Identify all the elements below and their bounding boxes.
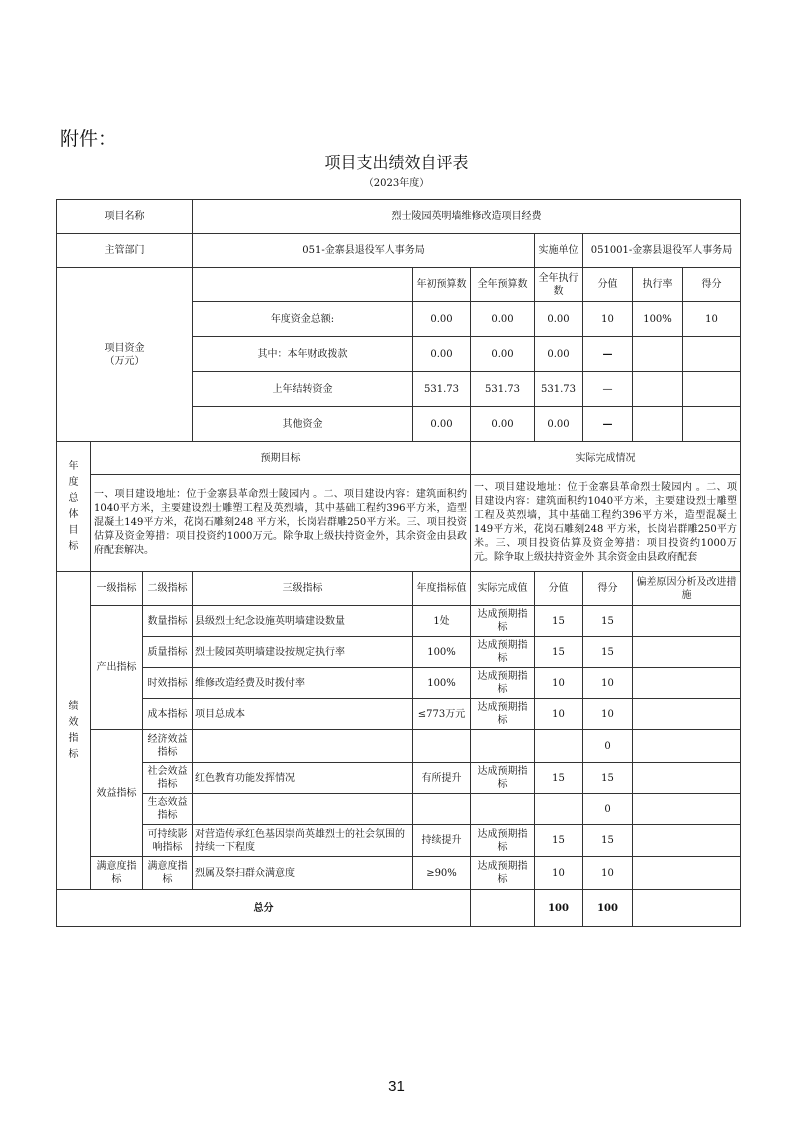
score: 0 <box>583 794 633 825</box>
funds-rate <box>633 407 683 441</box>
indicator-row <box>57 637 741 668</box>
indicator-row <box>57 606 741 637</box>
indicators-header: 三级指标 <box>193 572 413 606</box>
funds-score <box>683 337 740 371</box>
score-value: 15 <box>535 763 583 794</box>
funds-executed: 0.00 <box>535 407 583 442</box>
project-name-row <box>57 200 741 234</box>
funds-executed: 0.00 <box>535 302 583 337</box>
funds-rate-score <box>633 372 741 407</box>
level3-label: 项目总成本 <box>193 699 413 730</box>
score-value: 15 <box>535 825 583 857</box>
level1-label: 产出指标 <box>91 606 143 730</box>
deviation-note <box>633 763 741 794</box>
indicators-header: 二级指标 <box>143 572 193 606</box>
funds-header: 年初预算数 <box>413 268 471 302</box>
funds-header-row <box>57 268 741 302</box>
funds-annual: 0.00 <box>471 407 535 442</box>
funds-score-value: 10 <box>583 302 633 337</box>
funds-score-value: — <box>583 337 633 372</box>
deviation-note <box>633 794 741 825</box>
actual-value: 达成预期指标 <box>471 637 535 668</box>
actual-value: 达成预期指标 <box>471 825 535 857</box>
department-row <box>57 234 741 268</box>
funds-header <box>633 268 741 302</box>
score: 10 <box>583 857 633 890</box>
indicators-header: 得分 <box>583 572 633 606</box>
score: 15 <box>583 825 633 857</box>
level3-label <box>193 794 413 825</box>
deviation-note <box>633 730 741 763</box>
goals-section-label: 年 度 总 体 目 标 <box>57 442 91 572</box>
funds-rate-score <box>633 407 741 442</box>
funds-header: 分值 <box>583 268 633 302</box>
actual-value <box>471 794 535 825</box>
level3-label: 烈士陵园英明墙建设按规定执行率 <box>193 637 413 668</box>
indicators-section-label: 绩 效 指 标 <box>57 572 91 890</box>
funds-annual: 531.73 <box>471 372 535 407</box>
goals-header-row <box>57 442 741 475</box>
funds-initial: 0.00 <box>413 302 471 337</box>
target-value: 持续提升 <box>413 825 471 857</box>
level2-label: 生态效益指标 <box>143 794 193 825</box>
funds-header: 得分 <box>701 279 722 290</box>
unit-value: 051001-金寨县退役军人事务局 <box>583 234 741 268</box>
funds-initial: 531.73 <box>413 372 471 407</box>
level3-label <box>193 730 413 763</box>
deviation-note <box>633 825 741 857</box>
funds-executed: 531.73 <box>535 372 583 407</box>
score: 10 <box>583 668 633 699</box>
total-score-value: 100 <box>535 890 583 927</box>
actual-value: 达成预期指标 <box>471 606 535 637</box>
score-value: 15 <box>535 637 583 668</box>
funds-row-label: 其他资金 <box>193 407 413 442</box>
attachment-label: 附件： <box>60 128 118 150</box>
goals-actual-text: 一、项目建设地址：位于金寨县革命烈士陵园内 。二、项目建设内容：建筑面积约1040平方米，主要建设烈士雕塑工程及英烈墙，其中基础工程约396平方米，造型混凝土149平方米，花岗石雕刻248 平方米，长岗岩群雕250平方米。三、项目投资估算及资金筹措：项目投资约1000万元。除争取上级扶持资金外 其余资金由县政府配套 <box>471 475 741 572</box>
total-row <box>57 890 741 927</box>
score: 10 <box>583 699 633 730</box>
indicators-header: 实际完成值 <box>471 572 535 606</box>
funds-header: 全年预算数 <box>471 268 535 302</box>
deviation-note <box>633 637 741 668</box>
indicator-row <box>57 794 741 825</box>
deviation-note <box>633 699 741 730</box>
funds-initial: 0.00 <box>413 337 471 372</box>
page-number: 31 <box>388 1078 405 1095</box>
target-value: 100% <box>413 637 471 668</box>
funds-header: 全年执行数 <box>535 268 583 302</box>
funds-header-blank <box>193 268 413 302</box>
funds-section-label: 项目资金 （万元） <box>57 268 193 442</box>
goals-content-row <box>57 475 741 572</box>
indicator-row <box>57 763 741 794</box>
level3-label: 烈属及祭扫群众满意度 <box>193 857 413 890</box>
indicator-row <box>57 668 741 699</box>
target-value: 100% <box>413 668 471 699</box>
page-title: 项目支出绩效自评表 <box>324 153 469 172</box>
score: 0 <box>583 730 633 763</box>
funds-row-label: 其中：本年财政拨款 <box>193 337 413 372</box>
funds-initial: 0.00 <box>413 407 471 442</box>
indicator-row <box>57 825 741 857</box>
target-value: 有所提升 <box>413 763 471 794</box>
project-name-value: 烈士陵园英明墙维修改造项目经费 <box>193 200 741 234</box>
funds-rate <box>633 337 683 371</box>
target-value <box>413 730 471 763</box>
indicators-header: 年度指标值 <box>413 572 471 606</box>
level2-label: 社会效益指标 <box>143 763 193 794</box>
funds-header: 执行率 <box>633 268 683 301</box>
funds-executed: 0.00 <box>535 337 583 372</box>
goals-expected-text: 一、项目建设地址：位于金寨县革命烈士陵园内 。二、项目建设内容：建筑面积约1040平方米，主要建设烈士雕塑工程及英烈墙，其中基础工程约396平方米，造型混凝土149平方米，花岗石雕刻248 平方米，长岗岩群雕250平方米。三、项目投资估算及资金筹措：项目投资约1000万元。除争取上级扶持资金外，其余资金由县政府配套解决。 <box>91 475 471 572</box>
target-value <box>413 794 471 825</box>
indicators-header: 一级指标 <box>91 572 143 606</box>
funds-annual: 0.00 <box>471 337 535 372</box>
level2-label: 成本指标 <box>143 699 193 730</box>
goals-expected-label: 预期目标 <box>91 442 471 475</box>
score-value: 10 <box>535 699 583 730</box>
level3-label: 红色教育功能发挥情况 <box>193 763 413 794</box>
funds-rate <box>633 372 683 406</box>
funds-row-label: 年度资金总额: <box>193 302 413 337</box>
evaluation-table <box>56 199 741 927</box>
level2-label: 满意度指标 <box>143 857 193 890</box>
actual-value: 达成预期指标 <box>471 763 535 794</box>
funds-score-value: — <box>583 407 633 442</box>
indicators-header-row <box>57 572 741 606</box>
level2-label: 经济效益指标 <box>143 730 193 763</box>
actual-value: 达成预期指标 <box>471 857 535 890</box>
level3-label: 维修改造经费及时拨付率 <box>193 668 413 699</box>
actual-value: 达成预期指标 <box>471 668 535 699</box>
indicators-header: 偏差原因分析及改进措施 <box>633 572 741 606</box>
year-note: （2023年度） <box>363 178 430 189</box>
score-value <box>535 730 583 763</box>
actual-value: 达成预期指标 <box>471 699 535 730</box>
score: 15 <box>583 606 633 637</box>
actual-value <box>471 730 535 763</box>
level2-label: 质量指标 <box>143 637 193 668</box>
score: 15 <box>583 763 633 794</box>
score-value: 10 <box>535 668 583 699</box>
dept-label: 主管部门 <box>57 234 193 268</box>
funds-rate: 100% <box>633 302 683 336</box>
level1-label: 满意度指标 <box>91 857 143 890</box>
level2-label: 数量指标 <box>143 606 193 637</box>
funds-row-label: 上年结转资金 <box>193 372 413 407</box>
level2-label: 时效指标 <box>143 668 193 699</box>
total-score: 100 <box>583 890 633 927</box>
funds-score: 10 <box>705 313 718 325</box>
project-name-label: 项目名称 <box>57 200 193 234</box>
total-note <box>633 890 741 927</box>
level3-label: 对营造传承红色基因崇尚英雄烈士的社会氛围的持续一下程度 <box>193 825 413 857</box>
score-value <box>535 794 583 825</box>
funds-rate-score <box>633 337 741 372</box>
score-value: 10 <box>535 857 583 890</box>
target-value: ≤773万元 <box>413 699 471 730</box>
level2-label: 可持续影响指标 <box>143 825 193 857</box>
dept-value: 051-金寨县退役军人事务局 <box>193 234 535 268</box>
score-value: 15 <box>535 606 583 637</box>
total-blank <box>471 890 535 927</box>
level3-label: 县级烈士纪念设施英明墙建设数量 <box>193 606 413 637</box>
funds-rate-score <box>633 302 741 337</box>
target-value: ≥90% <box>413 857 471 890</box>
deviation-note <box>633 857 741 890</box>
funds-score-value: — <box>583 372 633 407</box>
score: 15 <box>583 637 633 668</box>
unit-label: 实施单位 <box>535 234 583 268</box>
deviation-note <box>633 606 741 637</box>
goals-actual-label: 实际完成情况 <box>471 442 741 475</box>
indicators-header: 分值 <box>535 572 583 606</box>
level1-label: 效益指标 <box>91 730 143 857</box>
funds-score <box>683 407 740 441</box>
indicator-row <box>57 699 741 730</box>
indicator-row <box>57 857 741 890</box>
target-value: 1处 <box>413 606 471 637</box>
funds-annual: 0.00 <box>471 302 535 337</box>
deviation-note <box>633 668 741 699</box>
indicator-row <box>57 730 741 763</box>
funds-score <box>683 372 740 406</box>
total-label: 总分 <box>57 890 471 927</box>
